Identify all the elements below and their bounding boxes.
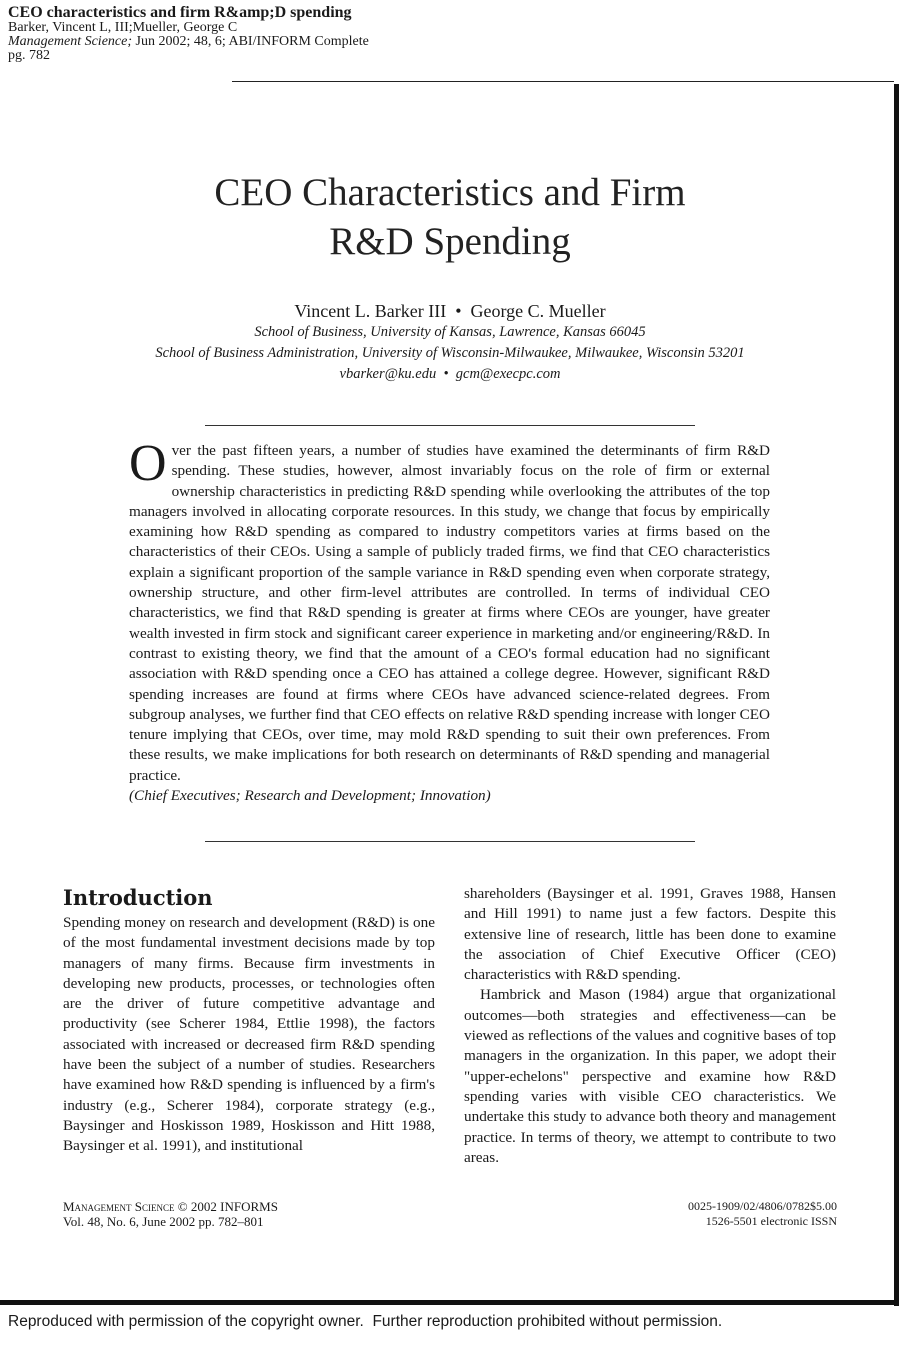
footer-copyright: © 2002 INFORMS: [174, 1199, 278, 1214]
footer-issn-electronic: 1526-5501 electronic ISSN: [705, 1214, 837, 1228]
proquest-header: [8, 4, 888, 63]
header-journal: Management Science;: [8, 34, 132, 49]
abstract-bottom-rule: [205, 841, 695, 842]
intro-paragraph-2: Hambrick and Mason (1984) argue that organizational outcomes—both strategies and effectiveness—can be viewed as reflections of the values and cognitive bases of top managers in the organization. In this paper, we adopt their "upper-echelons" perspective and examine how R&D spending varies with visible CEO characteristics. We undertake this study to advance both theory and management practice. In terms of theory, we attempt to contribute to two areas.: [464, 986, 836, 1166]
abstract-top-rule: [205, 425, 695, 426]
frame-bottom-border: [0, 1300, 899, 1305]
abstract: [129, 435, 770, 806]
abstract-keywords: (Chief Executives; Research and Development; Innovation): [129, 787, 491, 805]
body-left-column: [63, 884, 435, 1157]
permission-notice: Reproduced with permission of the copyright owner. Further reproduction prohibited without permission.: [8, 1313, 723, 1330]
frame-top-rule: [232, 81, 894, 82]
header-page: pg. 782: [8, 48, 50, 63]
footer-journal-info: [63, 1199, 278, 1229]
body-right-column: [464, 884, 836, 1168]
footer-issn: [688, 1199, 837, 1229]
article-title: [100, 168, 800, 266]
footer-issn-print: 0025-1909/02/4806/0782$5.00: [688, 1199, 837, 1213]
header-title: CEO characteristics and firm R&amp;D spending: [8, 4, 352, 21]
header-authors: Barker, Vincent L, III;Mueller, George C: [8, 20, 238, 35]
section-heading-introduction: Introduction: [63, 885, 213, 910]
intro-paragraph-1: Spending money on research and development (R&D) is one of the most fundamental investment decisions made by top managers of many firms. Because firm investments in developing new products, processes, or technologies often are the driver of future competitive advantage and productivity (see Scherer 1984, Ettlie 1998), the factors associated with increased or decreased firm R&D spending have been the subject of a number of studies. Researchers have examined how R&D spending is influenced by a firm's industry (e.g., Scherer 1984), corporate strategy (e.g., Baysinger and Hoskisson 1989, Hoskisson and Hitt 1988, Baysinger et al. 1991), and institutional: [63, 914, 435, 1155]
article-authors: Vincent L. Barker III • George C. Mueller: [294, 301, 606, 321]
footer-copyright-line: [63, 1199, 278, 1214]
header-citation: [8, 35, 888, 49]
article-title-line1: CEO Characteristics and Firm: [214, 171, 686, 214]
footer-volume: Vol. 48, No. 6, June 2002 pp. 782–801: [63, 1214, 264, 1229]
author-emails: vbarker@ku.edu • gcm@execpc.com: [339, 366, 561, 382]
abstract-text: ver the past fifteen years, a number of studies have examined the determinants of firm R&D spending. These studies, however, almost invariably focus on the role of firm or external ownership characteristics in predicting R&D spending while overlooking the attributes of the top managers involved in allocating corporate resources. In this study, we change that focus by empirically examining how R&D spending as compared to industry competitors varies at firms based on the characteristics of their CEOs. Using a sample of publicly traded firms, we find that CEO characteristics explain a significant proportion of the sample variance in R&D spending even when corporate strategy, ownership structure, and other firm-level attributes are controlled. In terms of individual CEO characteristics, we find that R&D spending is greater at firms where CEOs are younger, have greater wealth invested in firm stock and significant career experience in marketing and/or engineering/R&D. In contrast to existing theory, we find that the amount of a CEO's formal education had no significant association with R&D spending once a CEO has attained a college degree. However, significant R&D spending increases are found at firms where CEOs have advanced science-related degrees. From subgroup analyses, we further find that CEO effects on relative R&D spending increase with longer CEO tenure implying that CEOs, over time, may mold R&D spending to suit their own preferences. From these results, we make implications for both research on determinants of R&D spending and managerial practice.: [129, 442, 770, 784]
frame-right-border: [894, 84, 899, 1306]
affiliation-kansas: School of Business, University of Kansas, Lawrence, Kansas 66045: [254, 324, 646, 340]
intro-paragraph-1-continued: shareholders (Baysinger et al. 1991, Graves 1988, Hansen and Hill 1991) to name just a few factors. Despite this extensive line of research, little has been done to examine the association of Chief Executive Officer (CEO) characteristics with R&D spending.: [464, 885, 836, 984]
header-citation-text: Jun 2002; 48, 6; ABI/INFORM Complete: [132, 34, 369, 49]
article-title-line2: R&D Spending: [329, 220, 571, 263]
abstract-dropcap: O: [129, 435, 167, 492]
affiliation-wisconsin: School of Business Administration, University of Wisconsin-Milwaukee, Milwaukee, Wisconsin 53201: [155, 345, 745, 361]
footer-journal-name: Management Science: [63, 1199, 175, 1214]
